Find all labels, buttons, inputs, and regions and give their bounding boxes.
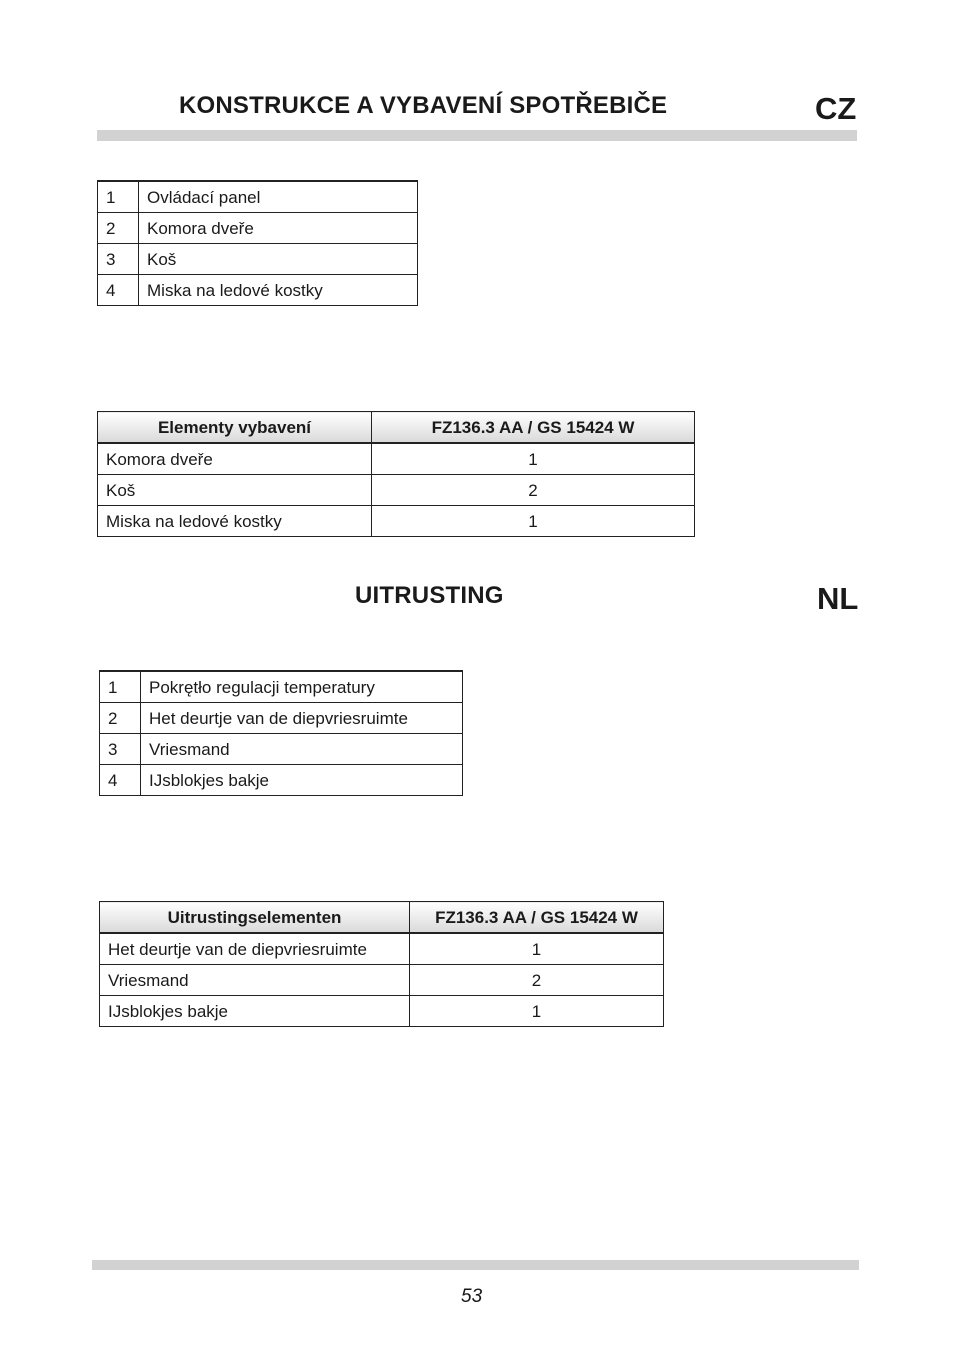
part-label: Komora dveře [139, 213, 418, 244]
part-label: IJsblokjes bakje [141, 765, 463, 796]
cz-language-code: CZ [815, 91, 857, 126]
table-row [100, 671, 463, 703]
part-number: 1 [100, 671, 141, 703]
equipment-item: Komora dveře [98, 443, 372, 475]
footer-divider [92, 1260, 859, 1270]
table-row [98, 275, 418, 306]
nl-parts-table [99, 670, 463, 796]
table-row [100, 965, 664, 996]
equipment-column-header: Uitrustingselementen [100, 902, 410, 934]
nl-section-title: UITRUSTING [355, 582, 504, 609]
nl-equipment-table [99, 901, 664, 1027]
table-row [100, 933, 664, 965]
part-number: 3 [98, 244, 139, 275]
part-label: Miska na ledové kostky [139, 275, 418, 306]
header-divider [97, 130, 857, 141]
equipment-quantity: 1 [410, 933, 664, 965]
equipment-quantity: 2 [372, 475, 695, 506]
model-column-header: FZ136.3 AA / GS 15424 W [372, 412, 695, 444]
equipment-column-header: Elementy vybavení [98, 412, 372, 444]
part-number: 4 [98, 275, 139, 306]
table-header-row [98, 412, 695, 444]
part-number: 1 [98, 181, 139, 213]
equipment-quantity: 2 [410, 965, 664, 996]
page-number: 53 [461, 1286, 483, 1307]
part-label: Ovládací panel [139, 181, 418, 213]
cz-equipment-table [97, 411, 695, 537]
table-row [98, 181, 418, 213]
part-label: Het deurtje van de diepvriesruimte [141, 703, 463, 734]
equipment-item: Miska na ledové kostky [98, 506, 372, 537]
part-number: 3 [100, 734, 141, 765]
table-row [100, 734, 463, 765]
table-row [100, 996, 664, 1027]
part-label: Koš [139, 244, 418, 275]
part-number: 2 [100, 703, 141, 734]
equipment-item: Koš [98, 475, 372, 506]
table-header-row [100, 902, 664, 934]
part-number: 2 [98, 213, 139, 244]
equipment-item: IJsblokjes bakje [100, 996, 410, 1027]
part-number: 4 [100, 765, 141, 796]
table-row [98, 244, 418, 275]
part-label: Pokrętło regulacji temperatury [141, 671, 463, 703]
table-row [98, 213, 418, 244]
equipment-quantity: 1 [410, 996, 664, 1027]
part-label: Vriesmand [141, 734, 463, 765]
cz-parts-table [97, 180, 418, 306]
equipment-quantity: 1 [372, 443, 695, 475]
table-row [100, 765, 463, 796]
cz-section-title: KONSTRUKCE A VYBAVENÍ SPOTŘEBIČE [179, 92, 668, 119]
equipment-item: Het deurtje van de diepvriesruimte [100, 933, 410, 965]
equipment-item: Vriesmand [100, 965, 410, 996]
equipment-quantity: 1 [372, 506, 695, 537]
table-row [98, 506, 695, 537]
table-row [98, 443, 695, 475]
model-column-header: FZ136.3 AA / GS 15424 W [410, 902, 664, 934]
nl-language-code: NL [817, 581, 859, 616]
table-row [98, 475, 695, 506]
table-row [100, 703, 463, 734]
